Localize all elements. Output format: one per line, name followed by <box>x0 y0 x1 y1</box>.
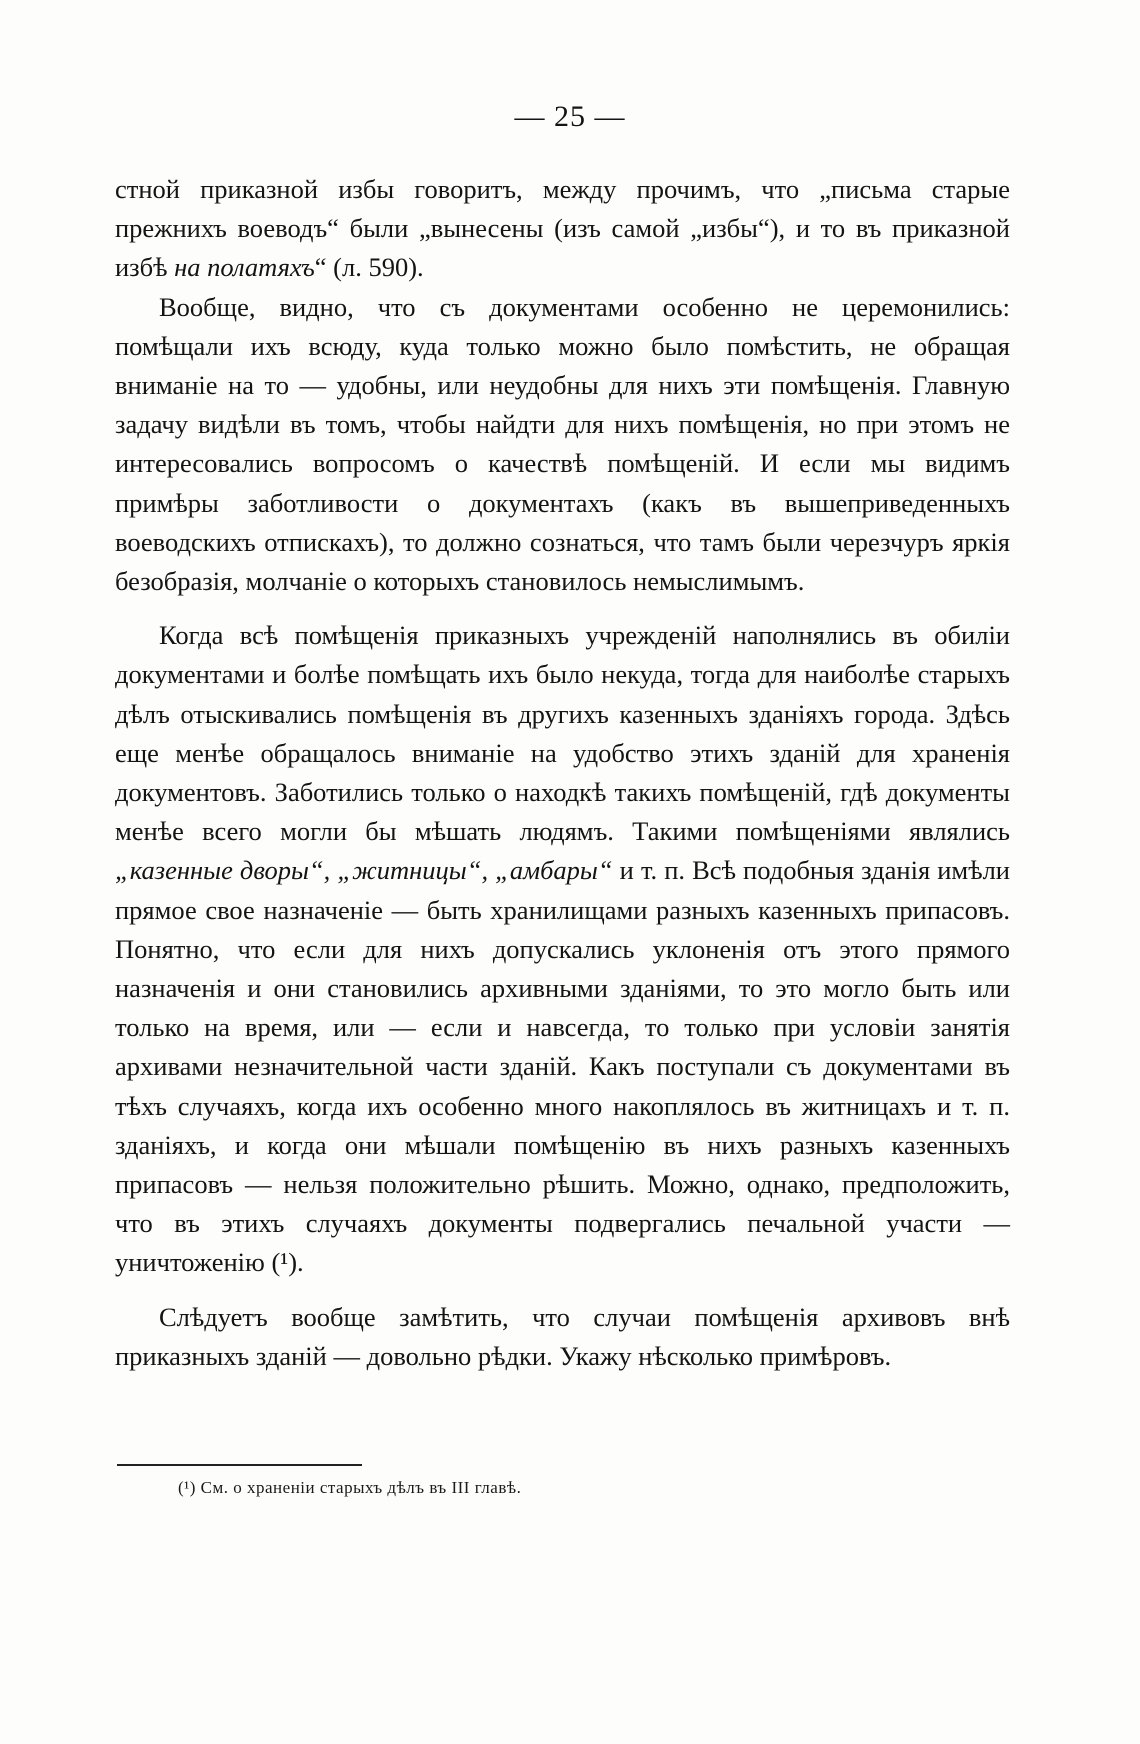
footnote: (¹) См. о храненіи старыхъ дѣлъ въ III главѣ. <box>178 1478 522 1497</box>
paragraph-3-emphasis: „казенные дворы“, „житницы“, „амбары“ <box>115 855 613 886</box>
paragraph-2 <box>115 288 1010 602</box>
paragraph-3 <box>115 616 1010 1282</box>
footnote-divider <box>117 1464 362 1466</box>
paragraph-3-text-a: Когда всѣ помѣщенія приказныхъ учрежденій наполнялись въ обиліи документами и болѣе помѣщать ихъ было некуда, тогда для наиболѣе старыхъ дѣлъ отыскивались помѣщенія въ другихъ казенныхъ зданіяхъ города. Здѣсь еще менѣе обращалось вниманіе на удобство этихъ зданій для храненія документовъ. Заботились только о находкѣ такихъ помѣщеній, гдѣ документы менѣе всего могли бы мѣшать людямъ. Такими помѣщеніями являлись <box>115 620 1010 847</box>
paragraph-2-text: Вообще, видно, что съ документами особенно не церемонились: помѣщали ихъ всюду, куда только можно было помѣстить, не обращая вниманіе на то — удобны, или неудобны для нихъ эти помѣщенія. Главную задачу видѣли въ томъ, чтобы найдти для нихъ помѣщенія, но при этомъ не интересовались вопросомъ о качествѣ помѣщеній. И если мы видимъ примѣры заботливости о документахъ (какъ въ вышеприведенныхъ воеводскихъ отпискахъ), то должно сознаться, что тамъ были черезчуръ яркія безобразія, молчаніе о которыхъ становилось немыслимымъ. <box>115 291 1010 597</box>
paragraph-4 <box>115 1298 1010 1376</box>
paragraph-1 <box>115 170 1010 288</box>
page-number: — 25 — <box>514 100 626 133</box>
paragraph-4-text: Слѣдуетъ вообще замѣтить, что случаи помѣщенія архивовъ внѣ приказныхъ зданій — довольно рѣдки. Укажу нѣсколько примѣровъ. <box>115 1301 1010 1371</box>
paragraph-3-text-b: и т. п. Всѣ подобныя зданія имѣли прямое свое назначеніе — быть хранилищами разныхъ казенныхъ припасовъ. Понятно, что если для нихъ допускались уклоненія отъ этого прямого назначенія и они становились архивными зданіями, то это могло быть или только на время, или — если и навсегда, то только при условіи занятія архивами незначительной части зданій. Какъ поступали съ документами въ тѣхъ случаяхъ, когда ихъ особенно много накоплялось въ житницахъ и т. п. зданіяхъ, и когда они мѣшали помѣщенію въ нихъ разныхъ казенныхъ припасовъ — нельзя положительно рѣшить. Можно, однако, предположить, что въ этихъ случаяхъ документы подвергались печальной участи — уничтоженію (¹). <box>115 855 1010 1278</box>
body-text <box>115 170 1010 1376</box>
paragraph-1-text-a: стной приказной избы говоритъ, между прочимъ, что „письма старые прежнихъ воеводъ“ были „вынесены (изъ самой „избы“), и то въ приказной избѣ <box>115 174 1010 283</box>
paragraph-1-text-b: “ (л. 590). <box>314 252 424 283</box>
paragraph-1-emphasis: на полатяхъ <box>174 252 315 283</box>
